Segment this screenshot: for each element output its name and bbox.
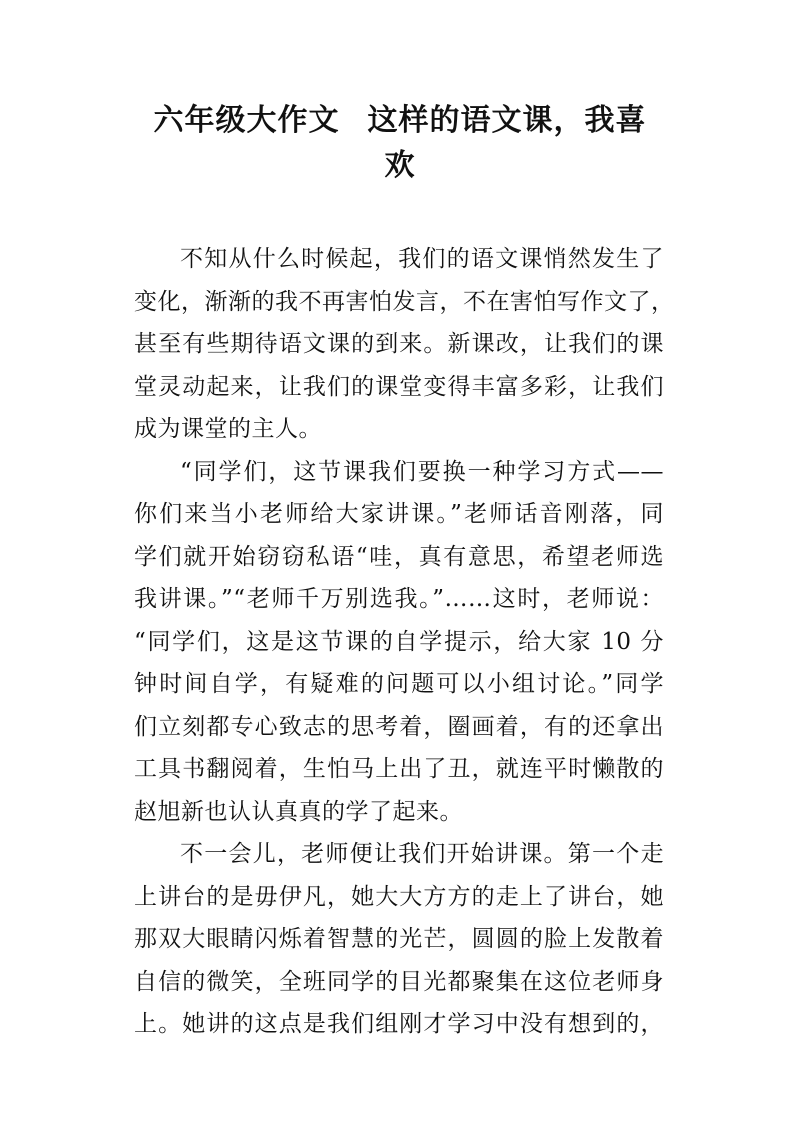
document-title	[120, 98, 680, 188]
paragraph-line: 工具书翻阅着，生怕马上出了丑，就连平时懒散的	[134, 756, 664, 782]
paragraph-line: 变化，渐渐的我不再害怕发言，不在害怕写作文了，	[134, 288, 675, 315]
paragraph-line: 不知从什么时候起，我们的语文课悄然发生了	[180, 246, 664, 272]
paragraph-line: 学们就开始窃窃私语“哇，真有意思，希望老师选	[134, 543, 664, 570]
title-part-1: 六年级大作文	[153, 103, 340, 138]
paragraph-line: 成为课堂的主人。	[134, 416, 322, 442]
paragraph-line: “同学们，这节课我们要换一种学习方式——	[180, 458, 664, 485]
document-body	[134, 238, 675, 1046]
paragraph-line: 那双大眼睛闪烁着智慧的光芒，圆圆的脸上发散着	[134, 926, 664, 952]
paragraph-2	[134, 451, 664, 834]
paragraph-line: 钟时间自学，有疑难的问题可以小组讨论。”同学	[134, 671, 664, 697]
paragraph-line: 上。她讲的这点是我们组刚才学习中没有想到的，	[134, 1011, 664, 1037]
paragraph-line: 你们来当小老师给大家讲课。”老师话音刚落，同	[134, 501, 664, 527]
paragraph-line: 自信的微笑，全班同学的目光都聚集在这位老师身	[134, 968, 664, 995]
title-part-3: 欢	[384, 148, 416, 183]
title-part-2: 这样的语文课，我喜	[367, 103, 647, 138]
paragraph-1	[134, 238, 675, 451]
paragraph-line: 上讲台的是毋伊凡，她大大方方的走上了讲台，她	[134, 883, 664, 910]
paragraph-line: “同学们，这是这节课的自学提示，给大家 10 分	[134, 628, 664, 655]
paragraph-line: 甚至有些期待语文课的到来。新课改，让我们的课	[134, 331, 664, 357]
paragraph-3	[134, 833, 664, 1046]
paragraph-line: 赵旭新也认认真真的学了起来。	[134, 798, 463, 825]
paragraph-line: 不一会儿，老师便让我们开始讲课。第一个走	[180, 841, 664, 867]
paragraph-line: 堂灵动起来，让我们的课堂变得丰富多彩，让我们	[134, 373, 664, 400]
paragraph-line: 我讲课。”“老师千万别选我。”……这时，老师说：	[134, 586, 664, 612]
paragraph-line: 们立刻都专心致志的思考着，圈画着，有的还拿出	[134, 713, 664, 740]
